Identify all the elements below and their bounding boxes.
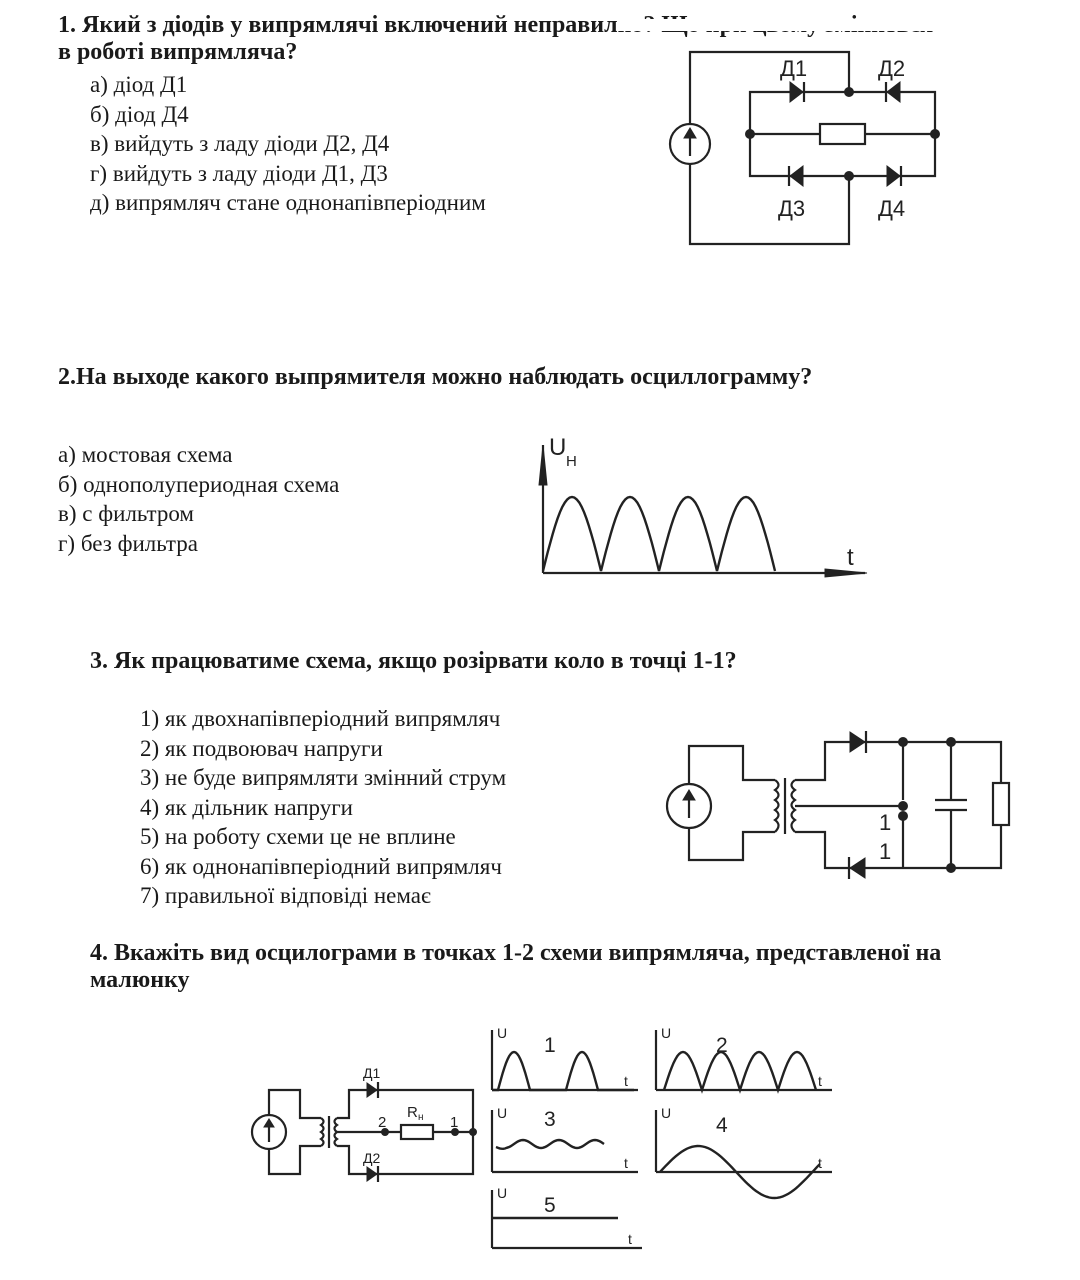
option[interactable]: в) с фильтром xyxy=(58,501,194,526)
ac-source xyxy=(670,124,710,164)
option[interactable]: б) діод Д4 xyxy=(90,101,189,127)
ac-source xyxy=(667,784,711,828)
axis-y-label: U xyxy=(661,1105,672,1121)
rectifier-circuit-q4 xyxy=(245,1065,485,1190)
plot-number: 5 xyxy=(544,1194,556,1217)
wire xyxy=(269,1146,321,1174)
oscillogram-option-3[interactable] xyxy=(492,1105,638,1172)
label-d4: Д4 xyxy=(878,196,906,221)
transformer-secondary xyxy=(335,1118,338,1146)
question-4-title: 4. Вкажіть вид осцилограми в точках 1-2 схеми випрямляча, представленої на xyxy=(90,940,942,966)
oscillogram-option-2[interactable] xyxy=(656,1025,832,1090)
load-resistor xyxy=(993,783,1009,825)
axis-x-label: t xyxy=(624,1155,628,1171)
label-point-1: 1 xyxy=(450,1114,459,1131)
option[interactable]: 4) як дільник напруги xyxy=(140,794,353,820)
break-point-label-top: 1 xyxy=(879,810,892,835)
wire xyxy=(795,826,1001,868)
question-4-title-line2: малюнку xyxy=(90,967,190,993)
axis-y-label: U xyxy=(549,434,567,461)
oscillogram-q2 xyxy=(535,425,875,585)
question-3-options xyxy=(140,704,506,911)
load-resistor xyxy=(401,1125,433,1139)
diode-bottom xyxy=(849,857,865,879)
load-resistor xyxy=(820,124,865,144)
diode-d2 xyxy=(886,82,900,102)
waveform xyxy=(496,1140,604,1149)
diode-d3 xyxy=(789,166,803,186)
option[interactable]: б) однополупериодная схема xyxy=(58,471,340,497)
bridge-rectifier-diagram xyxy=(660,40,960,260)
option[interactable]: д) випрямляч стане однонапівперіодним xyxy=(90,190,486,215)
question-3-title: 3. Як працюватиме схема, якщо розірвати коло в точці 1-1? xyxy=(90,648,737,674)
question-1-title: 1. Який з діодів у випрямлячі включений неправилно? Що при цьому зміниться xyxy=(58,12,934,38)
label-d2: Д2 xyxy=(878,56,906,81)
wire xyxy=(269,1090,321,1118)
diode-d2 xyxy=(367,1166,378,1182)
label-d3: Д3 xyxy=(778,196,806,221)
label-d2: Д2 xyxy=(363,1150,381,1166)
option[interactable]: а) діод Д1 xyxy=(90,72,188,97)
option[interactable]: г) вийдуть з ладу діоди Д1, Д3 xyxy=(90,160,388,186)
option[interactable]: а) мостовая схема xyxy=(58,442,233,467)
diode-d1 xyxy=(790,82,804,102)
transformer-primary xyxy=(775,780,779,832)
option[interactable]: 7) правильної відповіді немає xyxy=(140,883,431,908)
question-4 xyxy=(90,940,1050,994)
diode-top xyxy=(850,731,866,753)
waveform xyxy=(664,1052,816,1090)
wire xyxy=(795,742,1001,780)
plot-number: 2 xyxy=(716,1034,728,1057)
axis-x-label: t xyxy=(624,1073,628,1089)
axis-y-label: U xyxy=(497,1025,508,1041)
question-1-title-obscured: но? Що при цьому зміниться xyxy=(617,12,934,38)
plot-number: 4 xyxy=(716,1114,728,1137)
axis-x-label: t xyxy=(818,1155,822,1171)
option[interactable]: 3) не буде випрямляти змінний струм xyxy=(140,765,507,790)
question-2-title: 2.На выходе какого выпрямителя можно наблюдать осциллограмму? xyxy=(58,364,813,390)
label-r-subscript: н xyxy=(418,1112,424,1123)
plot-number: 1 xyxy=(544,1034,556,1057)
axis-x-label: t xyxy=(818,1073,822,1089)
option[interactable]: 2) як подвоювач напруги xyxy=(140,735,383,761)
option[interactable]: 6) як однонапівперіодний випрямляч xyxy=(140,853,502,879)
axis-x-label: t xyxy=(847,544,854,571)
question-2-options xyxy=(58,440,339,558)
axis-y-label: U xyxy=(661,1025,672,1041)
label-d1: Д1 xyxy=(363,1065,381,1081)
wire xyxy=(689,828,775,860)
plot-number: 3 xyxy=(544,1108,556,1131)
ac-source xyxy=(252,1115,286,1149)
option[interactable]: 5) на роботу схеми це не вплине xyxy=(140,824,456,849)
diode-d4 xyxy=(887,166,901,186)
axis-y-label: U xyxy=(497,1185,508,1201)
option[interactable]: 1) як двохнапівперіодний випрямляч xyxy=(140,706,501,731)
rectified-waveform xyxy=(543,497,775,571)
oscillogram-options xyxy=(484,1022,844,1262)
transformer-secondary xyxy=(792,780,796,832)
transformer-primary xyxy=(321,1118,324,1146)
wire xyxy=(689,746,775,784)
waveform xyxy=(492,1052,634,1090)
oscillogram-option-4[interactable] xyxy=(656,1105,832,1198)
diode-d1 xyxy=(367,1082,378,1098)
question-1-options xyxy=(90,70,486,218)
label-d1: Д1 xyxy=(780,56,808,81)
option[interactable]: г) без фильтра xyxy=(58,530,198,556)
label-point-2: 2 xyxy=(378,1114,387,1131)
wire xyxy=(690,52,849,124)
oscillogram-option-1[interactable] xyxy=(492,1025,638,1090)
option[interactable]: в) вийдуть з ладу діоди Д2, Д4 xyxy=(90,131,390,156)
axis-y-subscript: Н xyxy=(566,453,577,470)
axis-x-label: t xyxy=(628,1231,632,1247)
capacitor xyxy=(935,742,967,868)
oscillogram-option-5[interactable] xyxy=(492,1185,642,1248)
rectifier-circuit-q3 xyxy=(665,728,1025,888)
question-1-title-line2: в роботі випрямляча? xyxy=(58,39,298,65)
label-r: R xyxy=(407,1104,418,1121)
axis-y-label: U xyxy=(497,1105,508,1121)
break-point-label-bottom: 1 xyxy=(879,839,892,864)
